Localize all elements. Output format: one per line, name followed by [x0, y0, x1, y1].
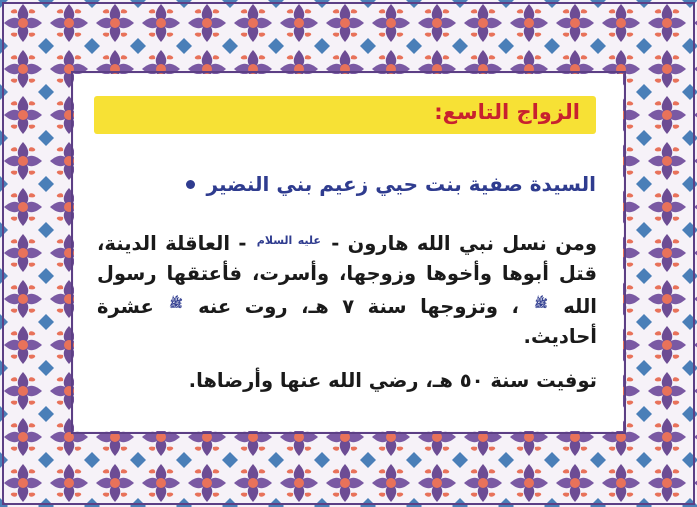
content-panel — [74, 74, 623, 431]
title-banner — [94, 96, 596, 134]
honorific-prophet-2: ﷺ — [169, 297, 183, 310]
text-segment-2: - العاقلة الدينة، قتل أبوها وأخوها وزوجها، وأسرت، فأعتقها رسول الله — [97, 232, 597, 318]
honorific-prophet: ﷺ — [534, 297, 548, 310]
subject-line — [186, 172, 596, 196]
honorific-peace: عليه السلام — [256, 234, 321, 247]
bullet-icon — [186, 180, 195, 189]
text-segment-4: عشرة أحاديث. — [97, 295, 597, 348]
text-segment-1: ومن نسل نبي الله هارون - — [331, 232, 597, 255]
text-segment-3: ، وتزوجها سنة ٧ هـ، روت عنه — [198, 295, 519, 318]
subject-name: السيدة صفية بنت حيي زعيم بني النضير — [206, 172, 596, 196]
biography-paragraph — [97, 226, 597, 352]
section-title: الزواج التاسع: — [434, 100, 580, 124]
death-paragraph: توفيت سنة ٥٠ هـ، رضي الله عنها وأرضاها. — [188, 369, 597, 392]
biography-text — [97, 226, 597, 396]
